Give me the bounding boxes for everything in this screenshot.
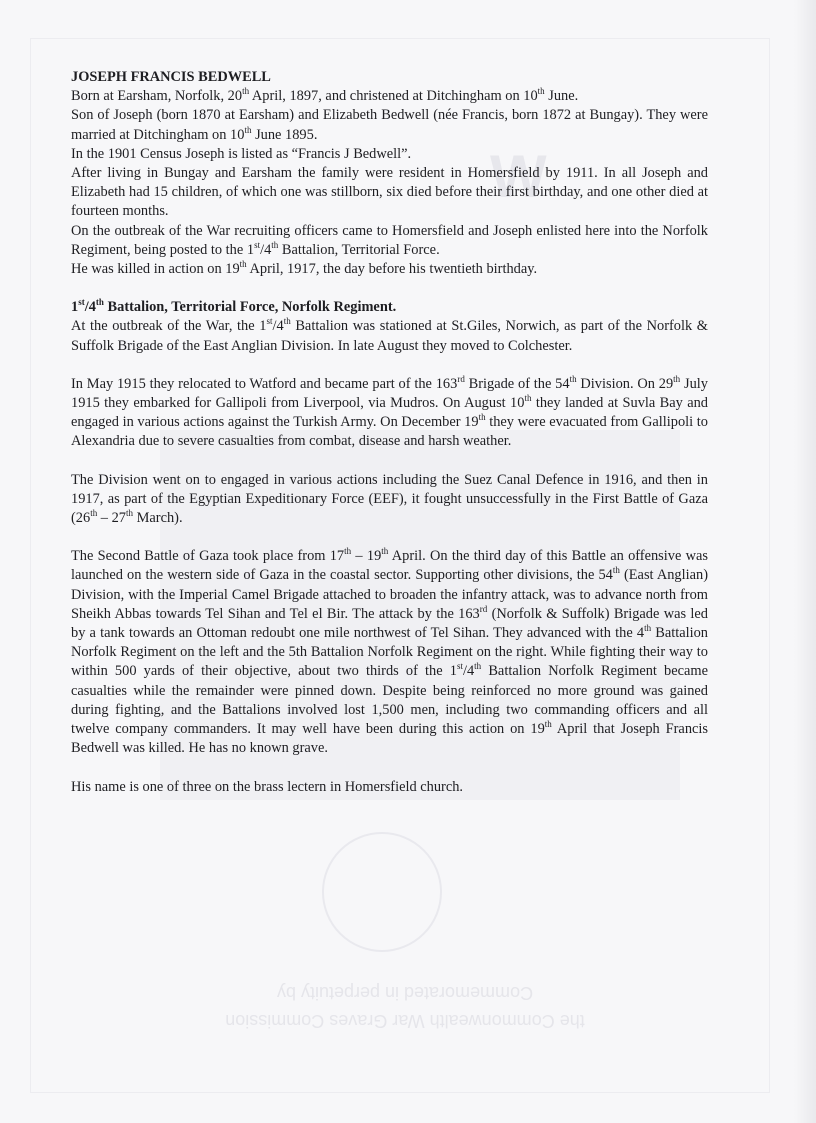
- paragraph-second-gaza: The Second Battle of Gaza took place from 17th – 19th April. On the third day of this Battle an offensive was launched on the western side of Gaza in the coastal sector. Supporting other divisions, the 54th (East Anglian) Division, with the Imperial Camel Brigade attached to broaden the infantry attack, was to advance north from Sheikh Abbas towards Tel Sihan and Tel el Bir. The attack by the 163rd (Norfolk & Suffolk) Brigade was led by a tank towards an Ottoman redoubt one mile northwest of Tel Sihan. They advanced with the 4th Battalion Norfolk Regiment on the left and the 5th Battalion Norfolk Regiment on the right. While fighting their way to within 500 yards of their objective, about two thirds of the 1st/4th Battalion Norfolk Regiment became casualties while the remainder were pinned down. Despite being reinforced no more ground was gained during fighting, and the Battalions involved lost 1,500 men, including two commanding officers and all twelve company commanders. It may well have been during this action on 19th April that Joseph Francis Bedwell was killed. He has no known grave.: [71, 546, 709, 757]
- bio-line-family: After living in Bungay and Earsham the family were resident in Homersfield by 1911. In all Joseph and Elizabeth had 15 children, of which one was stillborn, six died before their first birthday, and one other died at fourteen months.: [71, 165, 708, 220]
- page-edge-shadow: [794, 0, 816, 1123]
- bio-line-parents: Son of Joseph (born 1870 at Earsham) and Elizabeth Bedwell (née Francis, born 1872 at Bungay). They were married at Ditchingham on 10th June 1895.: [71, 107, 708, 143]
- bio-line-census: In the 1901 Census Joseph is listed as “Francis J Bedwell”.: [71, 145, 412, 162]
- document-title: JOSEPH FRANCIS BEDWELL: [71, 69, 271, 85]
- paragraph-1915: In May 1915 they relocated to Watford and became part of the 163rd Brigade of the 54th Division. On 29th July 1915 they embarked for Gallipoli from Liverpool, via Mudros. On August 10th they landed at Suvla Bay and engaged in various actions against the Turkish Army. On December 19th they were evacuated from Gallipoli to Alexandria due to severe casualties from combat, disease and harsh weather.: [71, 373, 709, 450]
- show-through-text-1: Commemorated in perpetuity by: [276, 983, 534, 1003]
- show-through-letter: W: [490, 143, 547, 210]
- paragraph-division: The Division went on to engaged in various actions including the Suez Canal Defence in 1916, and then in 1917, as part of the Egyptian Expeditionary Force (EEF), it fought unsuccessfully in the First Battle of Gaza (26th – 27th March).: [71, 471, 708, 527]
- paragraph-lectern: His name is one of three on the brass lectern in Homersfield church.: [71, 778, 464, 795]
- battalion-intro: At the outbreak of the War, the 1st/4th Battalion was stationed at St.Giles, Norwich, as part of the Norfolk & Suffolk Brigade of the East Anglian Division. In late August they moved to Colchester.: [71, 316, 708, 354]
- bio-line-death: He was killed in action on 19th April, 1917, the day before his twentieth birthday.: [71, 259, 538, 278]
- battalion-heading: 1st/4th Battalion, Territorial Force, Norfolk Regiment.: [71, 297, 397, 316]
- bio-line-enlistment: On the outbreak of the War recruiting officers came to Homersfield and Joseph enlisted here into the Norfolk Regiment, being posted to the 1st/4th Battalion, Territorial Force.: [71, 222, 708, 258]
- show-through-text-2: the Commonwealth War Graves Commission: [225, 1011, 585, 1031]
- bio-line-birth: Born at Earsham, Norfolk, 20th April, 1897, and christened at Ditchingham on 10th June.: [71, 86, 579, 105]
- show-through-seal: [322, 832, 442, 952]
- document-body: [71, 68, 708, 797]
